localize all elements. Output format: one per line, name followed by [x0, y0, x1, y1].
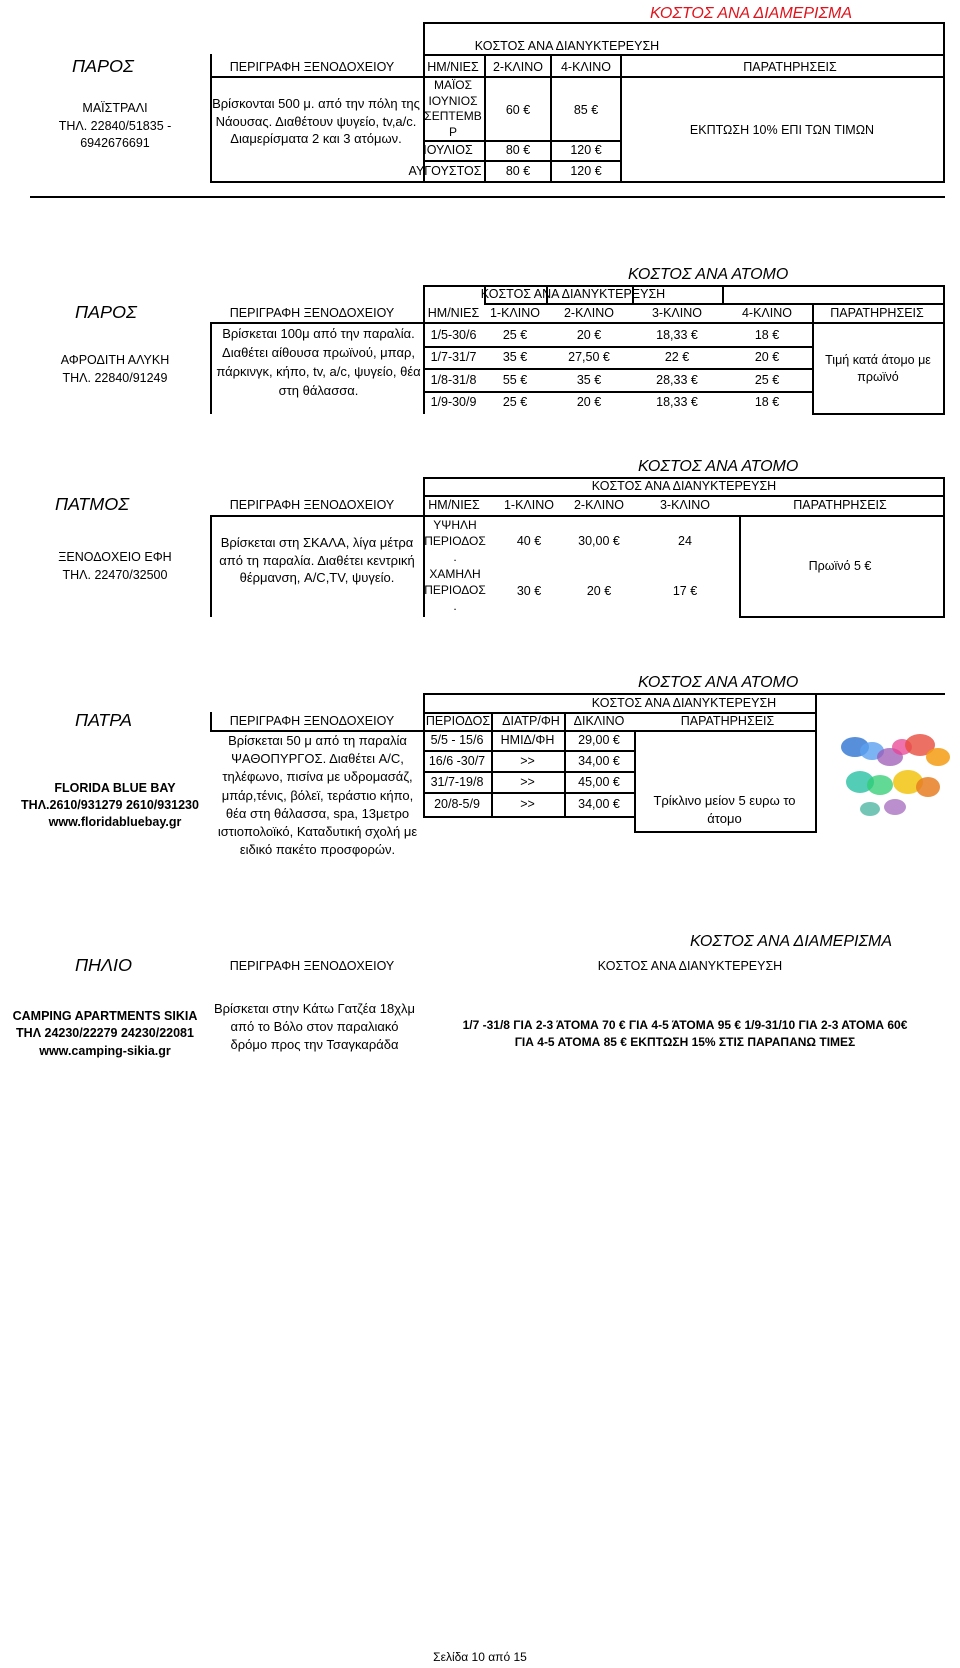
s2-row2-2: 27,50 €: [568, 350, 610, 365]
s1-hotel-tel: ΤΗΛ. 22840/51835 -: [58, 119, 172, 133]
s3-description: Βρίσκεται στη ΣΚΑΛΑ, λίγα μέτρα από τη παραλία. Διαθέτει κεντρική θέρμανση, A/C,TV, ψυγείο.: [219, 535, 415, 586]
s4-description: Βρίσκεται 50 μ από τη παραλία ΨΑΘΟΠΥΡΓΟΣ. Διαθέτει A/C, τηλέφωνο, πισίνα με υδρομασάζ, μπάρ,τένις, βόλεϊ, τεράστιο κήπο, θέα στη θάλασσα, spa, 13μετρο ιστιοπολοϊκό, Καταδυτική σχολή με ειδικό πακέτο προσφορών.: [217, 733, 418, 858]
s5-location: ΠΗΛΙΟ: [75, 955, 133, 975]
s2-row3-dates: 1/8-31/8: [430, 372, 477, 387]
s3-col-1: 1-ΚΛΙΝΟ: [503, 498, 555, 512]
page-footer: Σελίδα 10 από 15: [433, 1650, 527, 1664]
s3-cost-sub: ΚΟΣΤΟΣ ΑΝΑ ΔΙΑΝΥΚΤΕΡΕΥΣΗ: [591, 479, 777, 493]
s4-col-notes: ΠΑΡΑΤΗΡΗΣΕΙΣ: [680, 714, 775, 728]
s4-row2-type: >>: [520, 753, 535, 768]
s2-col-desc: ΠΕΡΙΓΡΑΦΗ ΞΕΝΟΔΟΧΕΙΟΥ: [229, 306, 395, 320]
s3-row1-dates: ΥΨΗΛΗ ΠΕΡΙΟΔΟΣ .: [424, 518, 486, 565]
s4-row3-period: 31/7-19/8: [430, 774, 484, 789]
s3-row1-3: 24: [678, 533, 692, 548]
s2-row4-4: 18 €: [754, 395, 780, 410]
s1-row3-4: 120 €: [570, 163, 602, 178]
s3-col-dates: ΗΜ/ΝΙΕΣ: [428, 498, 480, 512]
s4-location: ΠΑΤΡΑ: [75, 710, 132, 730]
s1-hotel-tel2: 6942676691: [80, 136, 150, 150]
s2-hotel-name: ΑΦΡΟΔΙΤΗ ΑΛΥΚΗ: [60, 353, 170, 367]
s1-row1-2: 60 €: [505, 102, 531, 117]
s4-cost-header: ΚΟΣΤΟΣ ΑΝΑ ΑΤΟΜΟ: [638, 674, 799, 691]
s1-col-dates: ΗΜ/ΝΙΕΣ: [427, 60, 479, 74]
s3-hotel-tel: ΤΗΛ. 22470/32500: [62, 568, 168, 582]
s2-row1-3: 18,33 €: [656, 327, 698, 342]
s5-description: Βρίσκεται στην Κάτω Γατζέα 18χλμ από το Βόλο στον παραλιακό δρόμο προς την Τσαγκαράδα: [213, 1001, 416, 1053]
s3-row1-2: 30,00 €: [578, 533, 620, 548]
s2-cost-sub: ΚΟΣΤΟΣ ΑΝΑ ΔΙΑΝΥΚΤΕΡΕΥΣΗ: [480, 287, 666, 301]
s1-hotel-name: ΜΑΪΣΤΡΑΛΙ: [82, 101, 148, 115]
s2-row2-dates: 1/7-31/7: [430, 350, 477, 365]
s1-col-4: 4-ΚΛΙΝΟ: [560, 60, 612, 74]
s1-row2-dates: ΙΟΥΛΙΟΣ: [423, 143, 473, 158]
s1-col-2: 2-ΚΛΙΝΟ: [492, 60, 544, 74]
s5-hotel-web: www.camping-sikia.gr: [39, 1044, 171, 1058]
s4-cost-sub: ΚΟΣΤΟΣ ΑΝΑ ΔΙΑΝΥΚΤΕΡΕΥΣΗ: [591, 696, 777, 710]
s2-row4-2: 20 €: [576, 395, 602, 410]
s4-hotel-web: www.floridabluebay.gr: [48, 815, 182, 829]
s5-col-desc: ΠΕΡΙΓΡΑΦΗ ΞΕΝΟΔΟΧΕΙΟΥ: [229, 959, 395, 973]
s4-col-type: ΔΙΑΤΡ/ΦΗ: [502, 714, 560, 728]
s2-row3-3: 28,33 €: [656, 372, 698, 387]
s4-notes: Τρίκλινο μείον 5 ευρω το άτομο: [653, 793, 796, 826]
s2-col-2: 2-ΚΛΙΝΟ: [563, 306, 615, 320]
s2-col-4: 4-ΚΛΙΝΟ: [741, 306, 793, 320]
s5-prices-line2: ΓΙΑ 4-5 ΑΤΟΜΑ 85 € ΕΚΠΤΩΣΗ 15% ΣΤΙΣ ΠΑΡΑΠΑΝΩ ΤΙΜΕΣ: [514, 1035, 856, 1049]
s2-col-1: 1-ΚΛΙΝΟ: [489, 306, 541, 320]
s4-row1-period: 5/5 - 15/6: [430, 733, 484, 748]
s2-row1-dates: 1/5-30/6: [430, 327, 477, 342]
s3-col-2: 2-ΚΛΙΝΟ: [573, 498, 625, 512]
s1-row2-4: 120 €: [570, 143, 602, 158]
s2-col-notes: ΠΑΡΑΤΗΡΗΣΕΙΣ: [830, 306, 924, 320]
s4-row1-type: ΗΜΙΔ/ΦΗ: [500, 733, 555, 748]
s3-cost-header: ΚΟΣΤΟΣ ΑΝΑ ΑΤΟΜΟ: [638, 458, 799, 475]
s3-hotel-name: ΞΕΝΟΔΟΧΕΙΟ ΕΦΗ: [58, 550, 172, 564]
s1-row3-dates: ΑΥΓΟΥΣΤΟΣ: [408, 163, 482, 178]
s5-prices-line1: 1/7 -31/8 ΓΙΑ 2-3 ΆΤΟΜΑ 70 € ΓΙΑ 4-5 ΆΤΟΜΑ 95 € 1/9-31/10 ΓΙΑ 2-3 ΑΤΟΜΑ 60€: [462, 1018, 908, 1032]
s4-col-period: ΠΕΡΙΟΔΟΣ: [425, 714, 491, 728]
s4-row3-type: >>: [520, 774, 535, 789]
s4-col-desc: ΠΕΡΙΓΡΑΦΗ ΞΕΝΟΔΟΧΕΙΟΥ: [229, 714, 395, 728]
s3-row2-3: 17 €: [672, 583, 698, 598]
s1-description: Βρίσκονται 500 μ. από την πόλη της Νάουσας. Διαθέτουν ψυγείο, tv,a/c. Διαμερίσματα 2 και 3 ατόμων.: [212, 96, 420, 147]
s1-notes: ΕΚΠΤΩΣΗ 10% ΕΠΙ ΤΩΝ ΤΙΜΩΝ: [689, 122, 875, 137]
s3-row2-2: 20 €: [586, 583, 612, 598]
s2-col-dates: ΗΜ/ΝΙΕΣ: [427, 306, 480, 320]
s5-cost-sub: ΚΟΣΤΟΣ ΑΝΑ ΔΙΑΝΥΚΤΕΡΕΥΣΗ: [597, 959, 783, 973]
s2-location: ΠΑΡΟΣ: [75, 302, 137, 322]
s2-row1-4: 18 €: [754, 327, 780, 342]
s1-col-desc: ΠΕΡΙΓΡΑΦΗ ΞΕΝΟΔΟΧΕΙΟΥ: [229, 60, 395, 74]
s5-hotel-name: CAMPING APARTMENTS SIKIA: [12, 1009, 198, 1023]
s2-row1-1: 25 €: [502, 327, 528, 342]
s1-row1-dates: ΜΑΪΟΣ ΙΟΥΝΙΟΣ ΣΕΠΤΕΜΒ Ρ: [424, 78, 482, 139]
s2-hotel-tel: ΤΗΛ. 22840/91249: [62, 371, 168, 385]
s3-col-notes: ΠΑΡΑΤΗΡΗΣΕΙΣ: [793, 498, 887, 512]
s2-row4-1: 25 €: [502, 395, 528, 410]
s3-row2-dates: ΧΑΜΗΛΗ ΠΕΡΙΟΔΟΣ .: [424, 567, 486, 614]
s3-row1-1: 40 €: [516, 533, 542, 548]
s4-row3-2: 45,00 €: [578, 774, 620, 789]
s2-row4-3: 18,33 €: [656, 395, 698, 410]
s4-row4-2: 34,00 €: [578, 796, 620, 811]
s2-row4-dates: 1/9-30/9: [430, 395, 477, 410]
s2-row3-4: 25 €: [754, 372, 780, 387]
s1-col-notes: ΠΑΡΑΤΗΡΗΣΕΙΣ: [743, 60, 837, 74]
s4-hotel-tel: ΤΗΛ.2610/931279 2610/931230: [21, 798, 199, 812]
s4-row2-period: 16/6 -30/7: [428, 753, 486, 768]
s2-cost-header: ΚΟΣΤΟΣ ΑΝΑ ΑΤΟΜΟ: [628, 266, 789, 283]
s5-cost-header: ΚΟΣΤΟΣ ΑΝΑ ΔΙΑΜΕΡΙΣΜΑ: [690, 933, 893, 950]
s4-col-2: ΔΙΚΛΙΝΟ: [573, 714, 625, 728]
s1-location: ΠΑΡΟΣ: [72, 56, 134, 76]
s4-row1-2: 29,00 €: [578, 733, 620, 748]
s3-location: ΠΑΤΜΟΣ: [55, 494, 130, 514]
s1-row2-2: 80 €: [505, 143, 531, 158]
butterflies-image: [820, 727, 960, 825]
s1-row3-2: 80 €: [505, 163, 531, 178]
s2-row2-4: 20 €: [754, 350, 780, 365]
s2-row2-3: 22 €: [664, 350, 690, 365]
s3-col-3: 3-ΚΛΙΝΟ: [659, 498, 711, 512]
s2-col-3: 3-ΚΛΙΝΟ: [651, 306, 703, 320]
s3-col-desc: ΠΕΡΙΓΡΑΦΗ ΞΕΝΟΔΟΧΕΙΟΥ: [229, 498, 395, 512]
s1-cost-header: ΚΟΣΤΟΣ ΑΝΑ ΔΙΑΜΕΡΙΣΜΑ: [650, 5, 853, 22]
s5-hotel-tel: ΤΗΛ 24230/22279 24230/22081: [16, 1026, 194, 1040]
s2-row2-1: 35 €: [502, 350, 528, 365]
s4-hotel-name: FLORIDA BLUE BAY: [54, 781, 176, 795]
s2-row1-2: 20 €: [576, 327, 602, 342]
s3-row2-1: 30 €: [516, 583, 542, 598]
s2-row3-2: 35 €: [576, 372, 602, 387]
s2-row3-1: 55 €: [502, 372, 528, 387]
s4-row4-period: 20/8-5/9: [434, 796, 480, 811]
s3-notes: Πρωϊνό 5 €: [808, 558, 872, 573]
s4-row2-2: 34,00 €: [578, 753, 620, 768]
s1-row1-4: 85 €: [573, 102, 599, 117]
s2-description: Βρίσκεται 100μ από την παραλία. Διαθέτει αίθουσα πρωϊνού, μπαρ, πάρκινγκ, κήπο, tv, a/c, ψυγείο, θέα στη θάλασσα.: [216, 326, 421, 398]
s4-row4-type: >>: [520, 796, 535, 811]
s2-notes: Τιμή κατά άτομο με πρωϊνό: [825, 353, 931, 384]
s1-cost-sub: ΚΟΣΤΟΣ ΑΝΑ ΔΙΑΝΥΚΤΕΡΕΥΣΗ: [474, 39, 660, 53]
